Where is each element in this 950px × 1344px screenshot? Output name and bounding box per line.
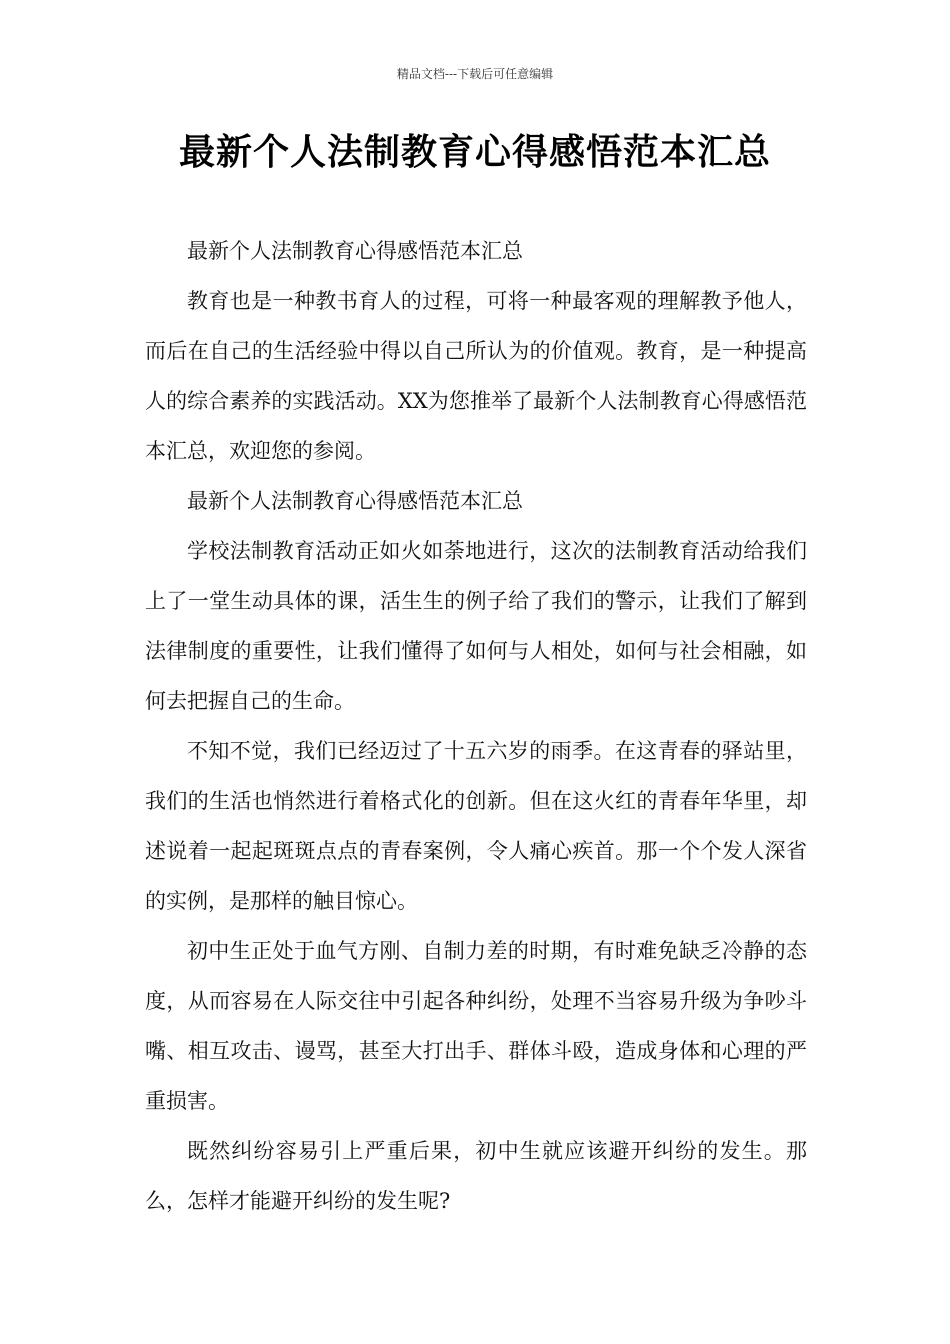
paragraph: 不知不觉，我们已经迈过了十五六岁的雨季。在这青春的驿站里，我们的生活也悄然进行着格式化的创新。但在这火红的青春年华里，却述说着一起起斑斑点点的青春案例，令人痛心疾首。那一个个发人深省的实例，是那样的触目惊心。: [145, 739, 807, 913]
paragraph: 教育也是一种教书育人的过程，可将一种最客观的理解教予他人，而后在自己的生活经验中得以自己所认为的价值观。教育，是一种提高人的综合素养的实践活动。XX为您推举了最新个人法制教育心得感悟范本汇总，欢迎您的参阅。: [145, 289, 807, 463]
paragraph-subtitle: 最新个人法制教育心得感悟范本汇总: [187, 489, 523, 513]
header-note: 精品文档---下载后可任意编辑: [396, 67, 554, 81]
paragraph: 初中生正处于血气方刚、自制力差的时期，有时难免缺乏冷静的态度，从而容易在人际交往中引起各种纠纷，处理不当容易升级为争吵斗嘴、相互攻击、谩骂，甚至大打出手、群体斗殴，造成身体和心理的严重损害。: [145, 939, 807, 1113]
document-body: [145, 226, 807, 1226]
paragraph-subtitle: 最新个人法制教育心得感悟范本汇总: [187, 239, 523, 263]
paragraph: 既然纠纷容易引上严重后果，初中生就应该避开纠纷的发生。那么，怎样才能避开纠纷的发生呢?: [145, 1139, 807, 1213]
document-title: 最新个人法制教育心得感悟范本汇总: [178, 132, 771, 173]
paragraph: 学校法制教育活动正如火如荼地进行，这次的法制教育活动给我们上了一堂生动具体的课，活生生的例子给了我们的警示，让我们了解到法律制度的重要性，让我们懂得了如何与人相处，如何与社会相融，如何去把握自己的生命。: [145, 539, 807, 713]
